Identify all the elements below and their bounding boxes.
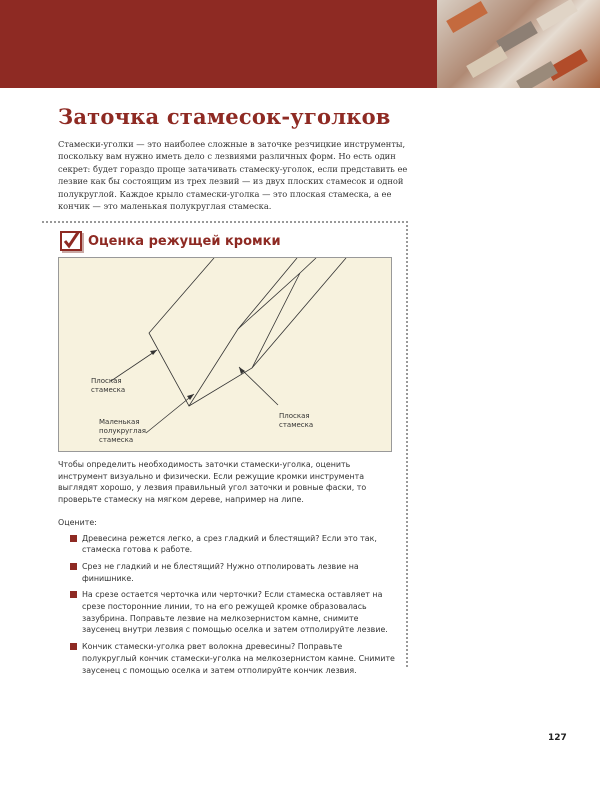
bullet-square-icon	[70, 643, 77, 650]
list-item-text: Кончик стамески-уголка рвет волокна древесины? Поправьте полукруглый кончик стамески-уголка на мелкозернистом камне. Снимите заусенец с помощью оселка и затем отполируйте кончик лезвия.	[82, 642, 395, 675]
checkmark-icon	[60, 231, 82, 251]
list-item-text: На срезе остается черточка или черточки? Если стамеска оставляет на срезе посторонние линии, то на его режущей кромке образовалась зазубрина. Поправьте лезвие на мелкозернистом камне, снимите заусенец внутри лезвия с помощью оселка и затем отполируйте лезвие.	[82, 590, 388, 635]
label-small-gouge: Маленькая полукруглая стамеска	[99, 418, 146, 444]
assess-label: Оцените:	[58, 517, 97, 527]
header-photo-whetstones	[437, 0, 600, 88]
bullet-square-icon	[70, 563, 77, 570]
box-paragraph: Чтобы определить необходимость заточки стамески-уголка, оценить инструмент визуально и физически. Если режущие кромки инструмента выглядят хорошо, у лезвия правильный угол заточки и ровные фаски, то проверьте стамеску на мягком дереве, например на липе.	[58, 460, 367, 505]
page-number: 127	[548, 733, 567, 743]
label-flat-chisel-left: Плоская стамеска	[91, 377, 126, 394]
page-title: Заточка стамесок-уголков	[58, 104, 391, 129]
intro-paragraph: Стамески-уголки — это наиболее сложные в заточке резчицкие инструменты, поскольку вам нужно иметь дело с лезвиями различных форм. Но есть один секрет: будет гораздо проще затачивать стамеску-уголок, если представить ее лезвие как бы состоящим из трех лезвий — из двух плоских стамесок и одной полукруглой. Каждое крыло стамески-уголка — это плоская стамеска, а ее кончик — это маленькая полукруглая стамеска.	[58, 139, 408, 212]
list-item	[70, 641, 398, 676]
chisel-diagram	[58, 257, 392, 452]
bullet-square-icon	[70, 535, 77, 542]
list-item	[70, 589, 398, 636]
list-item-text: Древесина режется легко, а срез гладкий и блестящий? Если это так, стамеска готова к работе.	[82, 533, 377, 555]
list-item	[70, 561, 398, 584]
box-title: Оценка режущей кромки	[88, 233, 281, 249]
list-item-text: Срез не гладкий и не блестящий? Нужно отполировать лезвие на финишнике.	[82, 561, 359, 583]
box-body	[58, 459, 398, 681]
box-heading	[60, 231, 281, 251]
list-item	[70, 533, 398, 556]
assessment-list	[58, 533, 398, 677]
bullet-square-icon	[70, 591, 77, 598]
label-flat-chisel-right: Плоская стамеска	[279, 412, 314, 429]
